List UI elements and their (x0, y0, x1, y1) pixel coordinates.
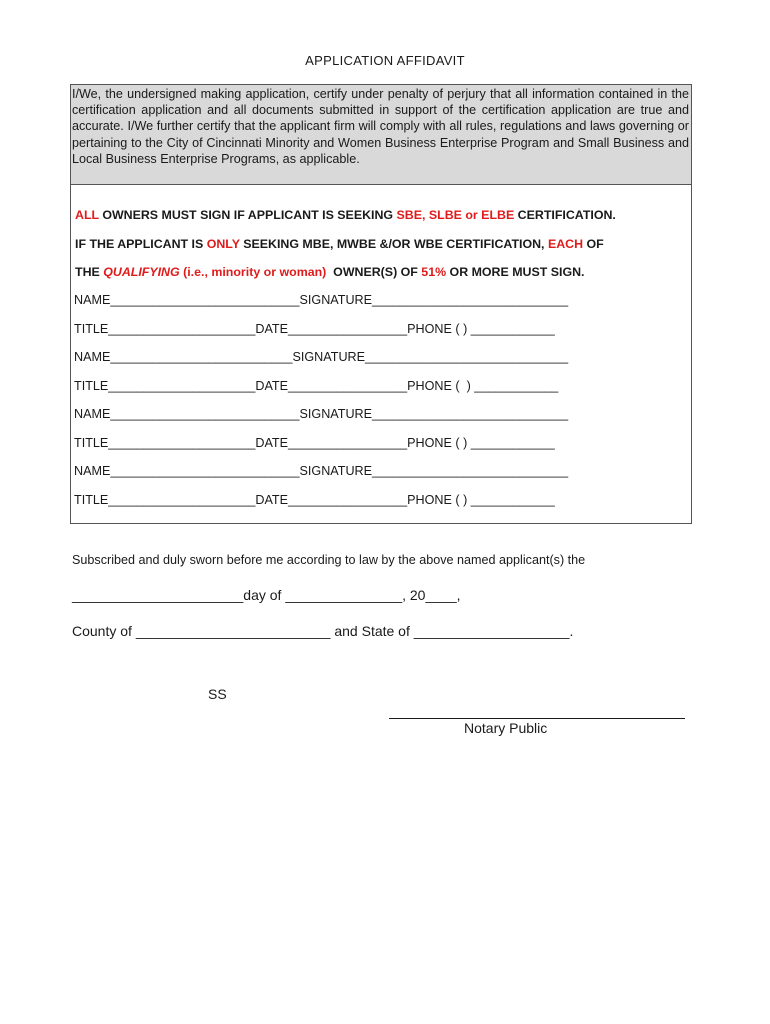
requirement-all-owners (75, 208, 616, 222)
certification-statement: I/We, the undersigned making application, certify under penalty of perjury that all information contained in the certification application and all documents submitted in support of the certification application are true and accurate. I/We further certify that the applicant firm will comply with all rules, regulations and laws governing or pertaining to the City of Cincinnati Minority and Women Business Enterprise Program and Small Business and Local Business Enterprise Programs, as applicable. (71, 85, 691, 185)
signer-2-title-date-phone-line[interactable]: TITLE_____________________DATE_________________PHONE ( ) ____________ (74, 379, 559, 393)
signer-3-name-signature-line[interactable]: NAME___________________________SIGNATURE____________________________ (74, 407, 569, 421)
signer-1-title-date-phone-line[interactable]: TITLE_____________________DATE_________________PHONE ( ) ____________ (74, 322, 555, 336)
qualifying-paren: (i.e., minority or woman) (179, 265, 327, 279)
day-of-line[interactable]: ______________________day of _______________, 20____, (72, 587, 461, 603)
signer-4-name-signature-line[interactable]: NAME___________________________SIGNATURE____________________________ (74, 464, 569, 478)
ss-label: SS (208, 686, 227, 702)
signer-1-name-signature-line[interactable]: NAME___________________________SIGNATURE____________________________ (74, 293, 569, 307)
requirement-only-mbe (75, 237, 604, 251)
county-state-line[interactable]: County of _________________________ and State of ____________________. (72, 623, 574, 639)
document-title: APPLICATION AFFIDAVIT (305, 53, 465, 68)
signer-4-title-date-phone-line[interactable]: TITLE_____________________DATE_________________PHONE ( ) ____________ (74, 493, 555, 507)
all-emphasis: ALL (75, 208, 99, 222)
req1-text-b: CERTIFICATION. (514, 208, 616, 222)
signer-2-name-signature-line[interactable]: NAME__________________________SIGNATURE_____________________________ (74, 350, 569, 364)
sworn-statement: Subscribed and duly sworn before me according to law by the above named applicant(s) the (72, 553, 586, 567)
only-emphasis: ONLY (206, 237, 240, 251)
affidavit-box (70, 84, 692, 524)
req3-text-c: OR MORE MUST SIGN. (446, 265, 585, 279)
notary-public-label: Notary Public (464, 720, 548, 736)
req3-text-a: THE (75, 265, 104, 279)
req2-text-a: IF THE APPLICANT IS (75, 237, 207, 251)
each-emphasis: EACH (547, 237, 584, 251)
requirement-qualifying-owners (75, 265, 584, 279)
req3-text-b: OWNER(S) OF (326, 265, 422, 279)
pct-emphasis: 51% (421, 265, 447, 279)
req2-text-b: SEEKING MBE, MWBE &/OR WBE CERTIFICATION, (239, 237, 548, 251)
signer-3-title-date-phone-line[interactable]: TITLE_____________________DATE_________________PHONE ( ) ____________ (74, 436, 555, 450)
programs-emphasis: SBE, SLBE or ELBE (396, 208, 515, 222)
notary-signature-line[interactable] (389, 718, 685, 719)
req1-text-a: OWNERS MUST SIGN IF APPLICANT IS SEEKING (98, 208, 397, 222)
req2-text-c: OF (583, 237, 604, 251)
qualifying-emphasis: QUALIFYING (103, 265, 180, 279)
